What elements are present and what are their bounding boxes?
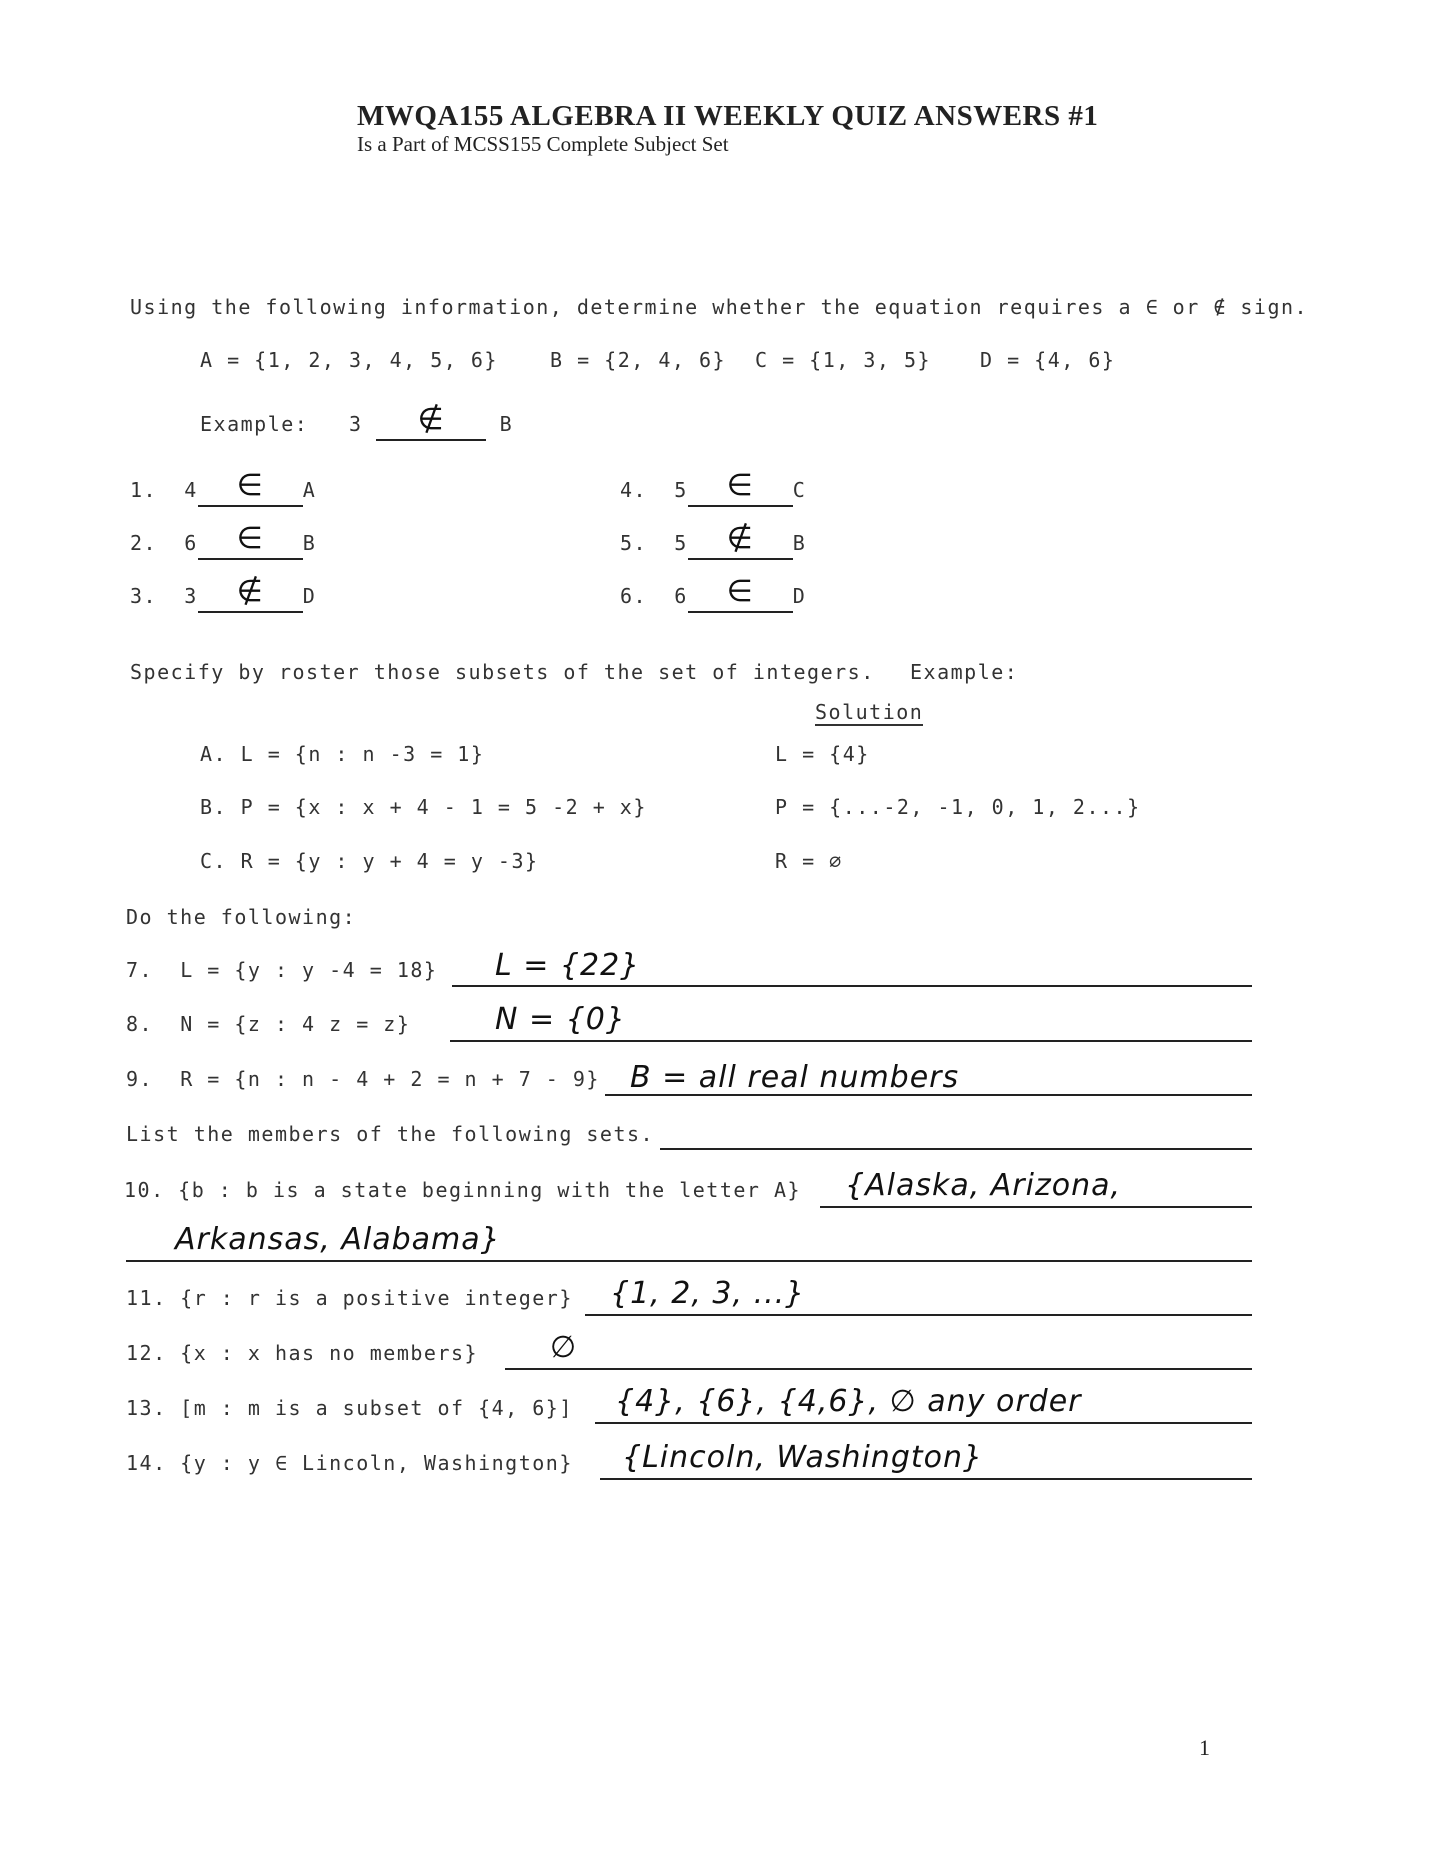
item-13-problem [126, 1396, 573, 1420]
answer-line [595, 1422, 1252, 1424]
example-left: 3 [348, 412, 363, 436]
item-number: 12. [126, 1341, 167, 1365]
section3-instructions: Do the following: [126, 905, 357, 929]
item-8-answer: N = {0} [495, 1002, 626, 1037]
section1-instructions: Using the following information, determine whether the equation requires a ∈ or ∉ sign. [130, 295, 1309, 319]
answer-line [585, 1314, 1252, 1316]
item-14-answer: {Lincoln, Washington} [622, 1440, 984, 1475]
item-11-answer: {1, 2, 3, ...} [610, 1276, 806, 1311]
page-number: 1 [1199, 1735, 1210, 1760]
item-left: 5 [674, 478, 688, 502]
example-blank [376, 404, 486, 441]
set-d: D = {4, 6} [980, 348, 1116, 372]
item-number: 13. [126, 1396, 167, 1420]
membership-item-6 [620, 576, 806, 613]
item-number: 14. [126, 1451, 167, 1475]
page-title: MWQA155 ALGEBRA II WEEKLY QUIZ ANSWERS #1 [357, 100, 1099, 132]
roster-example-a: A. L = {n : n -3 = 1} [200, 742, 485, 766]
item-number: 8. [126, 1012, 154, 1036]
item-number: 6. [620, 584, 648, 608]
item-problem: [m : m is a subset of {4, 6}] [180, 1396, 573, 1420]
item-answer: ∉ [236, 574, 264, 609]
item-right: D [302, 584, 317, 608]
item-answer: ∈ [726, 468, 754, 503]
item-9-problem [126, 1067, 600, 1091]
item-answer: ∈ [236, 468, 264, 503]
membership-item-5 [620, 523, 806, 560]
item-left: 5 [674, 531, 688, 555]
item-number: 11. [126, 1286, 167, 1310]
item-number: 7. [126, 958, 154, 982]
membership-item-1 [130, 470, 316, 507]
item-number: 9. [126, 1067, 154, 1091]
item-right: B [302, 531, 317, 555]
item-12-problem [126, 1341, 478, 1365]
item-left: 6 [674, 584, 688, 608]
solution-header: Solution [815, 700, 924, 724]
item-left: 4 [184, 478, 198, 502]
item-11-problem [126, 1286, 573, 1310]
roster-example-b: B. P = {x : x + 4 - 1 = 5 -2 + x} [200, 795, 647, 819]
item-8-problem [126, 1012, 410, 1036]
answer-blank [688, 523, 793, 560]
item-left: 6 [184, 531, 198, 555]
item-right: C [792, 478, 807, 502]
example-right: B [499, 412, 514, 436]
item-problem: {x : x has no members} [180, 1341, 479, 1365]
item-answer: ∈ [726, 574, 754, 609]
item-problem: R = {n : n - 4 + 2 = n + 7 - 9} [180, 1067, 600, 1091]
item-number: 3. [130, 584, 158, 608]
set-b: B = {2, 4, 6} [550, 348, 727, 372]
item-13-answer: {4}, {6}, {4,6}, ∅ any order [615, 1384, 1082, 1419]
item-problem: {b : b is a state beginning with the letter A} [178, 1178, 802, 1202]
answer-line [450, 1040, 1252, 1042]
answer-line [126, 1260, 1252, 1262]
membership-item-2 [130, 523, 316, 560]
section2-instructions: Specify by roster those subsets of the set of integers. [130, 660, 875, 684]
item-10-answer: {Alaska, Arizona, [845, 1168, 1122, 1203]
item-number: 5. [620, 531, 648, 555]
membership-item-3 [130, 576, 316, 613]
answer-line [505, 1368, 1252, 1370]
item-14-problem [126, 1451, 573, 1475]
answer-blank [198, 523, 303, 560]
answer-blank [198, 576, 303, 613]
item-right: D [792, 584, 807, 608]
item-problem: L = {y : y -4 = 18} [180, 958, 438, 982]
item-12-answer: ∅ [550, 1330, 578, 1365]
set-c: C = {1, 3, 5} [755, 348, 932, 372]
roster-solution-b: P = {...-2, -1, 0, 1, 2...} [775, 795, 1141, 819]
item-left: 3 [184, 584, 198, 608]
example-answer: ∉ [417, 402, 445, 437]
item-10-answer-cont: Arkansas, Alabama} [175, 1222, 501, 1257]
item-right: A [302, 478, 317, 502]
item-7-problem [126, 958, 437, 982]
item-number: 4. [620, 478, 648, 502]
section2-example-label: Example: [910, 660, 1019, 684]
answer-blank [198, 470, 303, 507]
item-problem: {y : y ∈ Lincoln, Washington} [180, 1451, 573, 1475]
answer-line [660, 1148, 1252, 1150]
set-a: A = {1, 2, 3, 4, 5, 6} [200, 348, 498, 372]
item-right: B [792, 531, 807, 555]
roster-example-c: C. R = {y : y + 4 = y -3} [200, 849, 539, 873]
answer-blank [688, 576, 793, 613]
answer-line [452, 985, 1252, 987]
section4-instructions: List the members of the following sets. [126, 1122, 655, 1146]
example-label: Example: [200, 412, 309, 436]
item-7-answer: L = {22} [495, 948, 641, 983]
answer-line [600, 1478, 1252, 1480]
item-9-answer: B = all real numbers [630, 1060, 960, 1095]
item-10-problem [124, 1178, 801, 1202]
item-number: 2. [130, 531, 158, 555]
item-answer: ∈ [236, 521, 264, 556]
item-answer: ∉ [726, 521, 754, 556]
answer-blank [688, 470, 793, 507]
item-number: 10. [124, 1178, 165, 1202]
page-subtitle: Is a Part of MCSS155 Complete Subject Set [357, 132, 729, 156]
item-number: 1. [130, 478, 158, 502]
answer-line [820, 1206, 1252, 1208]
roster-solution-a: L = {4} [775, 742, 870, 766]
item-problem: {r : r is a positive integer} [180, 1286, 573, 1310]
example-row [200, 404, 513, 441]
membership-item-4 [620, 470, 806, 507]
roster-solution-c: R = ∅ [775, 849, 843, 873]
item-problem: N = {z : 4 z = z} [180, 1012, 411, 1036]
